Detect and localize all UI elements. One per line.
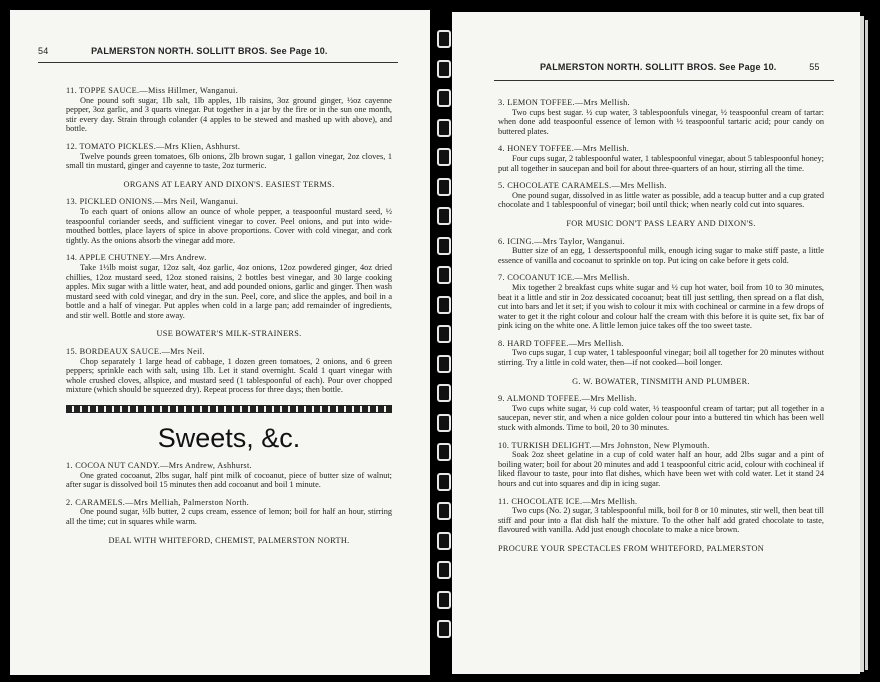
recipe-body: Two cups best sugar. ½ cup water, 3 tablespoonfuls vinegar, ½ teaspoonful cream of tartar: when done add teaspoonful essence of lemon with ½ teaspoonful tartaric acid; pour candy on buttered plates. xyxy=(498,107,824,136)
advertisement-line: PROCURE YOUR SPECTACLES FROM WHITEFORD, PALMERSTON xyxy=(498,543,765,553)
page-edge xyxy=(865,20,868,670)
page-edge xyxy=(860,16,864,672)
recipe-title: 10. TURKISH DELIGHT.—Mrs Johnston, New Plymouth. xyxy=(498,440,710,450)
left-header-text: PALMERSTON NORTH. SOLLITT BROS. See Page 10. xyxy=(91,46,328,56)
recipe-body: One pound sugar, dissolved in as little water as possible, add a teacup butter and a cup grated chocolate and 1 tablespoonful of vinegar; boil until thick; when nearly cold cut into squares. xyxy=(498,190,824,210)
binding-ring xyxy=(437,502,451,520)
recipe-title: 1. COCOA NUT CANDY.—Mrs Andrew, Ashhurst. xyxy=(66,461,252,471)
right-page-content xyxy=(498,98,824,561)
left-page-content xyxy=(66,86,392,552)
recipe-title: 7. COCOANUT ICE.—Mrs Mellish. xyxy=(498,273,630,283)
binding-ring xyxy=(437,266,451,284)
binding-ring xyxy=(437,561,451,579)
binding-ring xyxy=(437,237,451,255)
left-page-number: 54 xyxy=(38,46,49,56)
recipe-body: One grated cocoanut, 2lbs sugar, half pint milk of cocoanut, piece of butter size of walnut; after sugar is dissolved boil 15 minutes then add cocoanut and boil 1 minute. xyxy=(66,470,392,490)
binding-ring xyxy=(437,148,451,166)
recipe-body: Take 1½lb moist sugar, 12oz salt, 4oz garlic, 4oz onions, 12oz powdered ginger, 4oz dried chillies, 12oz mustard seed, 12oz stoned raisins, 2 bottles best vinegar, and 30 large cooking apples. Mix sugar with a little water, heat, and add pounded onions, garlic and ginger. Then wash mustard seed with cold vinegar, and dry in the sun. Peel, core, and slice the apples, and boil in a bottle and a half of vinegar. Put apples when cold in a large pan; add remainder of ingredients, and stir well. Bottle and store away. xyxy=(66,262,392,320)
right-page xyxy=(452,12,860,674)
recipe-title: 14. APPLE CHUTNEY.—Mrs Andrew. xyxy=(66,253,207,263)
decorative-border xyxy=(66,405,392,413)
right-page-header xyxy=(540,62,820,72)
recipe-title: 9. ALMOND TOFFEE.—Mrs Mellish. xyxy=(498,394,637,404)
binding-ring xyxy=(437,532,451,550)
binding-ring xyxy=(437,325,451,343)
recipe-body: One pound soft sugar, 1lb salt, 1lb apples, 1lb raisins, 3oz ground ginger, ½oz cayenne pepper, 3oz garlic, and 3 quarts vinegar. Put together in a jar by the fire or in the sun one month, stir every day. Strain through colander (4 apples to be stewed and mashed up with above), and bottle. xyxy=(66,95,392,134)
recipe-title: 5. CHOCOLATE CARAMELS.—Mrs Mellish. xyxy=(498,181,667,191)
left-header-rule xyxy=(38,62,398,63)
binding-ring xyxy=(437,89,451,107)
binding-ring xyxy=(437,207,451,225)
recipe-title: 4. HONEY TOFFEE.—Mrs Mellish. xyxy=(498,144,630,154)
right-header-text: PALMERSTON NORTH. SOLLITT BROS. See Page 10. xyxy=(540,62,777,72)
binding-ring xyxy=(437,591,451,609)
right-header-rule xyxy=(494,80,834,81)
recipe-title: 8. HARD TOFFEE.—Mrs Mellish. xyxy=(498,338,624,348)
recipe-title: 3. LEMON TOFFEE.—Mrs Mellish. xyxy=(498,98,630,107)
binding-ring xyxy=(437,384,451,402)
left-page-header xyxy=(38,46,328,56)
binding-ring xyxy=(437,443,451,461)
binding-ring xyxy=(437,414,451,432)
binding-ring xyxy=(437,473,451,491)
advertisement-line: G. W. BOWATER, TINSMITH AND PLUMBER. xyxy=(572,376,750,386)
recipe-body: One pound sugar, ½lb butter, 2 cups cream, essence of lemon; boil for half an hour, stirring all the time; cut in squares while warm. xyxy=(66,507,392,526)
left-page xyxy=(10,10,430,675)
recipe-body: To each quart of onions allow an ounce of whole pepper, a teaspoonful mustard seed, ½ teaspoonful coriander seeds, and sufficient vinegar to cover. Peel onions, and put into wide-mouthed bottles, place layers of spice in above proportions. Cover with cold vinegar, and cork tightly. As the onions absorb the vinegar add more. xyxy=(66,206,392,245)
recipe-title: 11. CHOCOLATE ICE.—Mrs Mellish. xyxy=(498,496,638,506)
spiral-binding xyxy=(433,30,453,650)
section-title: Sweets, &c. xyxy=(157,423,301,454)
recipe-title: 12. TOMATO PICKLES.—Mrs Klien, Ashhurst. xyxy=(66,141,241,151)
recipe-body: Two cups sugar, 1 cup water, 1 tablespoonful vinegar; boil all together for 20 minutes without stirring. Try a little in cold water, then—if not cooked—boil longer. xyxy=(498,348,824,368)
binding-ring xyxy=(437,178,451,196)
recipe-body: Chop separately 1 large head of cabbage, 1 dozen green tomatoes, 2 onions, and 6 green peppers; sprinkle each with salt, using 1lb. Let it stand overnight. Scald 1 quart vinegar with whole crushed cloves, allspice, and mustard seed (1 tablespoonful of each). Pour over chopped mixture (which should be squeezed dry). Repeat process for three days; then bottle. xyxy=(66,356,392,395)
binding-ring xyxy=(437,119,451,137)
advertisement-line: DEAL WITH WHITEFORD, CHEMIST, PALMERSTON NORTH. xyxy=(108,535,350,545)
recipe-body: Soak 2oz sheet gelatine in a cup of cold water half an hour, add 2lbs sugar and a pint of boiling water; boil for about 20 minutes and add 1 teaspoonful citric acid, colour with cochineal if liked flavour to taste, pour into flat dishes, which have been wet with cold water. Let it stand 24 hours and cut into squares and dip in icing sugar. xyxy=(498,450,824,488)
recipe-body: Twelve pounds green tomatoes, 6lb onions, 2lb brown sugar, 1 gallon vinegar, 2oz cloves, 1 small tin mustard, ginger and cayenne to taste, 2oz turmeric. xyxy=(66,151,392,171)
advertisement-line: USE BOWATER'S MILK-STRAINERS. xyxy=(156,329,302,339)
right-page-number: 55 xyxy=(809,62,820,72)
recipe-body: Two cups white sugar, ½ cup cold water, ½ teaspoonful cream of tartar; put all together in a saucepan, never stir, and when a nice golden colour pour into a buttered tin which has been well stuck with almonds. Time to boil, 20 to 30 minutes. xyxy=(498,403,824,433)
recipe-title: 15. BORDEAUX SAUCE.—Mrs Neil. xyxy=(66,347,205,357)
advertisement-line: FOR MUSIC DON'T PASS LEARY AND DIXON'S. xyxy=(566,218,756,228)
recipe-body: Four cups sugar, 2 tablespoonful water, 1 tablespoonful vinegar, about 5 tablespoonful honey; put all together in saucepan and boil for about three-quarters of an hour, stirring all the time. xyxy=(498,153,824,173)
recipe-body: Mix together 2 breakfast cups white sugar and ½ cup hot water, boil from 10 to 30 minutes, beat it a little and stir in 2oz dessicated cocoanut; beat till just settling, then spread on a flat dish, cut into bars and let it set; if you wish to colour it mix with cochineal or carmine in a few drops of water to get it the right colour and colour half the cream with this before it is quite set, fix bar of pink icing on the white one. A little lemon juice takes off the too sweet taste. xyxy=(498,282,824,331)
recipe-body: Two cups (No. 2) sugar, 3 tablespoonful milk, boil for 8 or 10 minutes, stir well, then beat till stiff and pour into a flat dish half the mixture. To the other half add grated chocolate to taste, flavoured with vanilla. Add just enough chocolate to make a nice brown. xyxy=(498,506,824,535)
binding-ring xyxy=(437,30,451,48)
recipe-title: 11. TOPPE SAUCE.—Miss Hillmer, Wanganui. xyxy=(66,86,239,95)
advertisement-line: ORGANS AT LEARY AND DIXON'S. EASIEST TERMS. xyxy=(123,179,335,189)
binding-ring xyxy=(437,296,451,314)
binding-ring xyxy=(437,60,451,78)
recipe-title: 6. ICING.—Mrs Taylor, Wanganui. xyxy=(498,236,626,246)
recipe-title: 13. PICKLED ONIONS.—Mrs Neil, Wanganui. xyxy=(66,197,239,207)
binding-ring xyxy=(437,620,451,638)
recipe-title: 2. CARAMELS.—Mrs Melliah, Palmerston North. xyxy=(66,497,249,507)
binding-ring xyxy=(437,355,451,373)
recipe-body: Butter size of an egg, 1 dessertspoonful milk, enough icing sugar to make stiff paste, a little essence of vanilla and cocoanut to sprinkle on top. Put icing on cake before it gets cold. xyxy=(498,246,824,265)
